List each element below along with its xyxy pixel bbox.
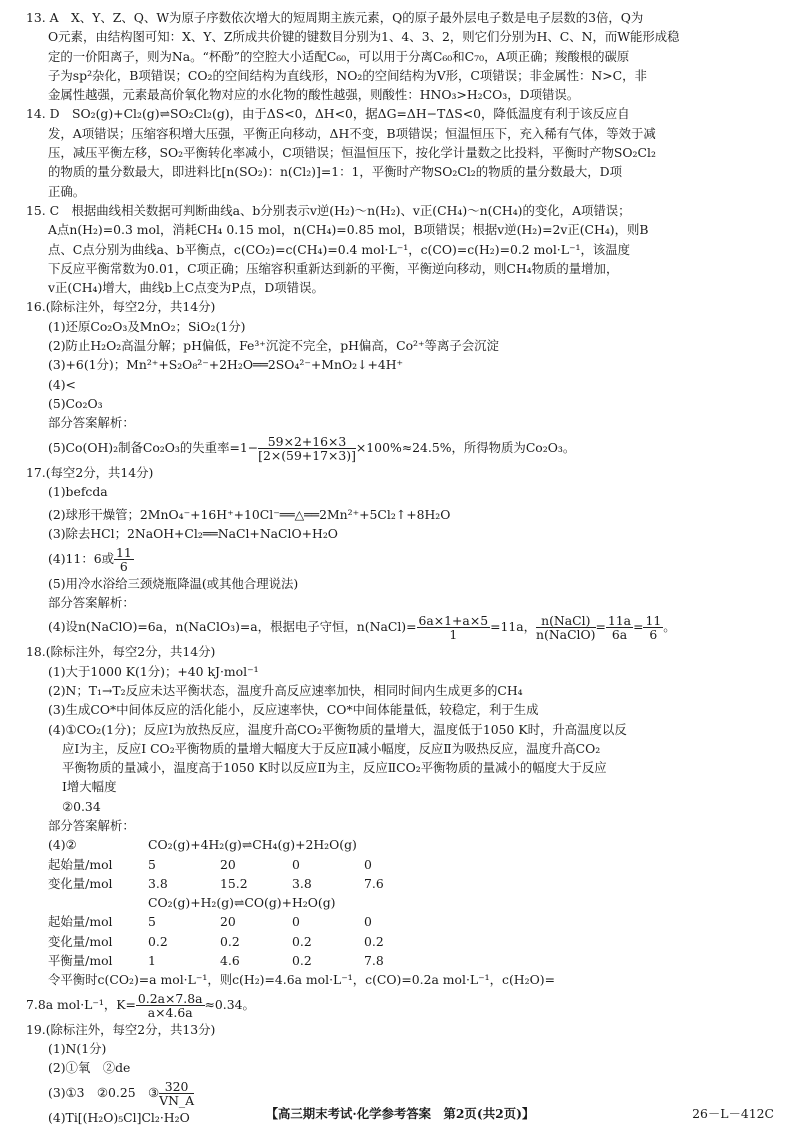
q18-answer-4-line-3: 平衡物质的量减小，温度高于1050 K时以反应Ⅱ为主，反应ⅡCO₂平衡物质的量减小的幅度大于反应: [62, 760, 607, 776]
q18-k-line-1: 令平衡时c(CO₂)=a mol·L⁻¹，则c(H₂)=4.6a mol·L⁻¹，c(CO)=0.2a mol·L⁻¹，c(H₂O)=: [48, 972, 555, 988]
q14-line-5: 正确。: [48, 183, 86, 199]
q18-r1-start-ch4: 0: [292, 856, 300, 872]
q18-r1-row-start: [48, 855, 436, 874]
q18-r2-change-h2o: 0.2: [364, 933, 384, 949]
q17-answer-1: (1)befcda: [48, 483, 108, 499]
q17-e4-f4-denominator: 6: [649, 627, 658, 643]
q18-r2-row-start: [48, 912, 436, 931]
q17-e4-mid: =11a，: [490, 619, 537, 635]
q18-k-post: ≈0.34。: [204, 996, 255, 1012]
q16-answer-3: (3)+6(1分)；Mn²⁺+S₂O₈²⁻+2H₂O══2SO₄²⁻+MnO₂↓+4H⁺: [48, 357, 404, 373]
q17-answer-5: (5)用冷水浴给三颈烧瓶降温(或其他合理说法): [48, 575, 299, 591]
q17-e4-f2-denominator: n(NaClO): [536, 627, 596, 643]
q17-e4-end: 。: [663, 619, 676, 635]
q18-r2-row-change: [48, 932, 436, 951]
q13-line-5: 金属性越强，元素最高价氧化物对应的水化物的酸性越强，则酸性：HNO₃>H₂CO₃，D项错误。: [48, 87, 580, 103]
q18-r1-start-co2: 5: [148, 856, 156, 872]
q19-a3-denominator: VN_A: [159, 1092, 195, 1108]
question-17: [26, 463, 774, 643]
q13-line-1: 13. A X、Y、Z、Q、W为原子序数依次增大的短周期主族元素，Q的原子最外层电子数是电子层数的3倍，Q为: [26, 10, 644, 25]
q18-r1-change-co2: 3.8: [148, 875, 168, 891]
q19-answer-2: (2)①氧 ②de: [48, 1060, 131, 1076]
q18-partial-label: 部分答案解析：: [48, 817, 135, 833]
q18-r2-eq-label: 平衡量/mol: [48, 953, 113, 969]
q18-answer-3: (3)生成CO*中间体反应的活化能小，反应速率快，CO*中间体能量低，较稳定，利于生成: [48, 702, 539, 718]
q18-r2-eq-co: 0.2: [292, 953, 312, 969]
q17-e4-f3-numerator: 11a: [607, 613, 632, 629]
q17-heading: 17.(每空2分，共14分): [26, 464, 154, 480]
q16-e5-post: ×100%≈24.5%，所得物质为Co₂O₃。: [355, 439, 576, 455]
q18-r2-change-label: 变化量/mol: [48, 933, 113, 949]
q14-line-3: 压，减压平衡左移，SO₂平衡转化率减小，C项错误；恒温恒压下，按化学计量数之比投料，平衡时产物SO₂Cl₂: [48, 145, 656, 161]
q18-r1-start-h2: 20: [220, 856, 236, 872]
q18-r1-change-ch4: 3.8: [292, 875, 312, 891]
question-18: [26, 642, 774, 1019]
question-13: [26, 8, 774, 104]
q15-line-3: 点、C点分别为曲线a、b平衡点，c(CO₂)=c(CH₄)=0.4 mol·L⁻¹，c(CO)=c(H₂)=0.2 mol·L⁻¹，该温度: [48, 241, 631, 257]
q18-k-fraction: [136, 992, 205, 1019]
q19-heading: 19.(除标注外，每空2分，共13分): [26, 1021, 216, 1037]
q19-a3-pre: (3)①3 ②0.25 ③: [48, 1084, 160, 1100]
q17-answer-3: (3)除去HCl；2NaOH+Cl₂══NaCl+NaClO+H₂O: [48, 526, 338, 542]
q18-calculation-table: [48, 835, 436, 970]
q17-e4-equals: =: [595, 619, 606, 635]
q18-reaction-2: CO₂(g)+H₂(g)⇌CO(g)+H₂O(g): [148, 895, 336, 911]
q15-line-2: A点n(H₂)=0.3 mol，消耗CH₄ 0.15 mol，n(CH₄)=0.85 mol，B项错误；根据v逆(H₂)=2v正(CH₄)，则B: [48, 222, 649, 238]
q17-a4-fraction: [114, 546, 134, 573]
q18-r2-start-label: 起始量/mol: [48, 914, 113, 930]
q17-a4-denominator: 6: [119, 558, 128, 574]
q18-answer-2: (2)N；T₁→T₂反应未达平衡状态，温度升高反应速率加快，相同时间内生成更多的CH₄: [48, 682, 523, 698]
q17-e4-f2-numerator: n(NaCl): [536, 614, 595, 628]
q18-reaction-2-row: [48, 893, 436, 912]
q18-r1-change-h2o: 7.6: [364, 875, 384, 891]
q17-answer-4: [26, 544, 774, 574]
q13-line-2: O元素，由结构图可知：X、Y、Z所成共价键的键数目分别为1、4、3、2，则它们分别为H、C、N，而W能形成稳: [48, 29, 680, 45]
q17-a4-numerator: 11: [115, 544, 132, 560]
q16-answer-1: (1)还原Co₂O₃及MnO₂；SiO₂(1分): [48, 318, 246, 334]
q18-r2-start-h2: 20: [220, 914, 236, 930]
q18-r2-change-h2: 0.2: [220, 933, 240, 949]
question-15: [26, 201, 774, 297]
q18-r2-change-co: 0.2: [292, 933, 312, 949]
q17-e4-fraction-3: [606, 614, 633, 641]
q17-a4-pre: (4)11：6或: [48, 550, 114, 566]
q18-blank-cell: [48, 893, 148, 912]
q18-r1-start-label: 起始量/mol: [48, 856, 113, 872]
q18-answer-4-line-4: Ⅰ增大幅度: [62, 779, 117, 795]
q18-k-denominator: a×4.6a: [147, 1004, 193, 1020]
q19-a3-fraction: [159, 1080, 194, 1107]
q16-e5-pre: (5)Co(OH)₂制备Co₂O₃的失重率=1−: [48, 439, 259, 455]
q17-e4-pre: (4)设n(NaClO)=6a，n(NaClO₃)=a，根据电子守恒，n(NaCl)=: [48, 619, 417, 635]
q18-r2-start-co: 0: [292, 914, 300, 930]
q18-r2-eq-co2: 1: [148, 953, 156, 969]
q17-e4-fraction-4: [643, 614, 663, 641]
q17-e4-f3-denominator: 6a: [611, 627, 628, 643]
q18-reaction-1: CO₂(g)+4H₂(g)⇌CH₄(g)+2H₂O(g): [148, 837, 357, 853]
q15-line-5: v正(CH₄)增大，曲线b上C点变为P点，D项错误。: [48, 280, 324, 296]
q16-answer-5: (5)Co₂O₃: [48, 395, 103, 411]
q18-r1-change-label: 变化量/mol: [48, 875, 113, 891]
q18-heading: 18.(除标注外，每空2分，共14分): [26, 644, 216, 660]
q15-line-4: 下反应平衡常数为0.01，C项正确；压缩容积重新达到新的平衡，平衡逆向移动，则CH₄物质的量增加，: [48, 260, 619, 276]
q19-answer-4: (4)Ti[(H₂O)₅Cl]Cl₂·H₂O: [48, 1109, 190, 1125]
q17-e4-fraction-2: [536, 614, 595, 641]
footer-title: 【高三期末考试·化学参考答案 第2页(共2页)】: [265, 1106, 535, 1121]
question-14: [26, 104, 774, 200]
q18-r1-start-h2o: 0: [364, 856, 372, 872]
q14-line-4: 的物质的量分数最大，即进料比[n(SO₂)：n(Cl₂)]=1：1，平衡时产物SO₂Cl₂的物质的量分数最大，D项: [48, 164, 622, 180]
q18-r2-eq-h2o: 7.8: [364, 953, 384, 969]
q19-answer-1: (1)N(1分): [48, 1040, 107, 1056]
q16-heading: 16.(除标注外，每空2分，共14分): [26, 299, 216, 315]
q18-calc-label: (4)②: [48, 837, 77, 853]
q18-r2-row-equilibrium: [48, 951, 436, 970]
question-16: [26, 297, 774, 462]
q18-r1-change-h2: 15.2: [220, 875, 248, 891]
q19-a3-numerator: 320: [159, 1080, 194, 1094]
q13-line-3: 定的一价阳离子，则为Na。“杯酚”的空腔大小适配C₆₀，可以用于分离C₆₀和C₇₀，A项正确；羧酸根的碳原: [48, 48, 630, 64]
q17-answer-2: (2)球形干燥管；2MnO₄⁻+16H⁺+10Cl⁻══△══2Mn²⁺+5Cl₂↑+8H₂O: [48, 507, 451, 523]
q16-answer-4: (4)<: [48, 376, 76, 392]
q17-explanation-4: [26, 612, 774, 642]
q18-k-line-2: [26, 990, 774, 1020]
q18-answer-4-line-5: ②0.34: [62, 798, 101, 814]
q13-line-4: 子为sp²杂化，B项错误；CO₂的空间结构为直线形，NO₂的空间结构为V形，C项错误；非金属性：N>C，非: [48, 67, 647, 83]
q18-r2-start-co2: 5: [148, 914, 156, 930]
q17-e4-fraction-1: [417, 614, 491, 641]
q18-k-numerator: 0.2a×7.8a: [137, 990, 203, 1006]
q18-answer-4-line-2: 应Ⅰ为主，反应Ⅰ CO₂平衡物质的量增大幅度大于反应Ⅱ减小幅度，反应Ⅱ为吸热反应，温度升高CO₂: [62, 740, 601, 756]
footer-code: 26－L－412C: [692, 1106, 774, 1121]
q18-answer-1: (1)大于1000 K(1分)；+40 kJ·mol⁻¹: [48, 663, 259, 679]
q16-explanation-5: [26, 433, 774, 463]
q18-r2-start-h2o: 0: [364, 914, 372, 930]
q18-r1-row-change: [48, 874, 436, 893]
q17-partial-label: 部分答案解析：: [48, 595, 135, 611]
q18-answer-4-line-1: (4)①CO₂(1分)；反应Ⅰ为放热反应，温度升高CO₂平衡物质的量增大，温度低于1050 K时，升高温度以反: [48, 721, 627, 737]
q18-k-pre: 7.8a mol·L⁻¹，K=: [26, 996, 136, 1012]
q17-e4-equals-2: =: [633, 619, 644, 635]
q17-e4-f1-denominator: 1: [449, 627, 458, 643]
q15-line-1: 15. C 根据曲线相关数据可判断曲线a、b分别表示v逆(H₂)～n(H₂)、v正(CH₄)～n(CH₄)的变化，A项错误；: [26, 202, 631, 218]
q18-reaction-1-row: [48, 835, 436, 854]
q16-partial-label: 部分答案解析：: [48, 415, 135, 431]
q16-e5-numerator: 59×2+16×3: [258, 435, 356, 449]
q14-line-1: 14. D SO₂(g)+Cl₂(g)⇌SO₂Cl₂(g)，由于ΔS<0，ΔH<0，据ΔG=ΔH−TΔS<0，降低温度有利于该反应自: [26, 106, 630, 122]
q16-e5-denominator: [2×(59+17×3)]: [258, 447, 356, 463]
q17-e4-f1-numerator: 6a×1+a×5: [418, 613, 489, 629]
q18-r2-change-co2: 0.2: [148, 933, 168, 949]
q16-e5-fraction: [258, 435, 356, 462]
q16-answer-2: (2)防止H₂O₂高温分解；pH偏低，Fe³⁺沉淀不完全，pH偏高，Co²⁺等离子会沉淀: [48, 338, 499, 354]
q18-r2-eq-h2: 4.6: [220, 953, 240, 969]
q14-line-2: 发，A项错误；压缩容积增大压强，平衡正向移动，ΔH不变，B项错误；恒温恒压下，充入稀有气体，等效于减: [48, 125, 656, 141]
q17-e4-f4-numerator: 11: [645, 613, 662, 629]
page-footer: [0, 1104, 800, 1128]
